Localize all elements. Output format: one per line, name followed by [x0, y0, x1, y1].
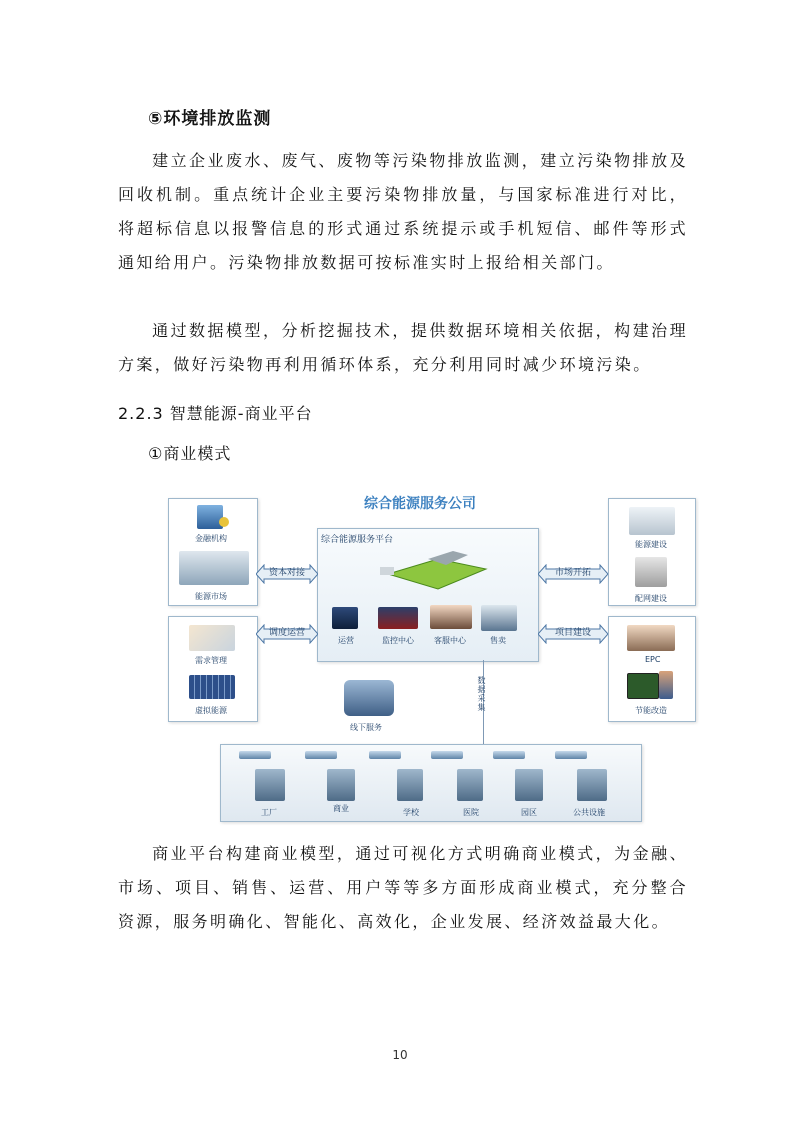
wind-turbine-icon [629, 507, 675, 535]
box-energy-grid-construction [608, 498, 696, 606]
customer-service-icon [430, 605, 472, 629]
label-data-collection: 数据采集 [477, 676, 486, 712]
factory-icon [255, 769, 285, 801]
solar-panel-icon [189, 675, 235, 699]
label-demand: 需求管理 [195, 656, 227, 665]
sales-icon [481, 605, 517, 631]
label-energy-saving: 节能改造 [635, 706, 667, 715]
label-virtual-energy: 虚拟能源 [195, 706, 227, 715]
arrow-label-dispatch: 调度运营 [268, 628, 305, 638]
subheading-environment-monitoring: ⑤环境排放监测 [148, 109, 272, 129]
bank-building-icon [197, 505, 223, 529]
school-icon [397, 769, 423, 801]
label-commercial: 商业 [333, 804, 349, 813]
label-grid-construction: 配网建设 [635, 594, 667, 603]
label-epc: EPC [645, 655, 661, 664]
box-finance-market [168, 498, 258, 606]
label-customer-service: 客服中心 [434, 636, 466, 645]
label-school: 学校 [403, 808, 419, 817]
commercial-building-icon [327, 769, 355, 801]
operation-gauge-icon [332, 607, 358, 629]
switch-icon [239, 751, 271, 759]
label-offline-service: 线下服务 [350, 723, 382, 732]
label-hospital: 医院 [463, 808, 479, 817]
switch-icon [369, 751, 401, 759]
energy-market-icon [179, 551, 249, 585]
business-model-diagram [168, 490, 696, 822]
park-icon [515, 769, 543, 801]
demand-chart-icon [189, 625, 235, 651]
chalkboard-icon [627, 673, 659, 699]
paragraph-data-model: 通过数据模型，分析挖掘技术，提供数据环境相关依据，构建治理方案，做好污染物再利用循环体系，充分利用同时减少环境污染。 [118, 321, 688, 374]
box-platform [317, 528, 539, 662]
box-buildings [220, 744, 642, 822]
monitor-center-icon [378, 607, 418, 629]
gold-coin-icon [219, 517, 229, 527]
paragraph-emission-monitoring: 建立企业废水、废气、废物等污染物排放监测，建立污染物排放及回收机制。重点统计企业主要污染物排放量，与国家标准进行对比，将超标信息以报警信息的形式通过系统提示或手机短信、邮件等形式通知给用户。污染物排放数据可按标准实时上报给相关部门。 [118, 151, 688, 272]
switch-icon [431, 751, 463, 759]
label-monitor-center: 监控中心 [382, 636, 414, 645]
hospital-icon [457, 769, 483, 801]
arrow-label-project: 项目建设 [554, 628, 591, 638]
presenter-icon [659, 671, 673, 699]
arrow-label-capital: 资本对接 [268, 568, 305, 578]
label-finance: 金融机构 [195, 534, 227, 543]
page-number: 10 [392, 1048, 408, 1062]
label-factory: 工厂 [261, 808, 277, 817]
grid-tower-icon [635, 557, 667, 587]
switch-icon [493, 751, 525, 759]
switch-icon [305, 751, 337, 759]
public-facility-icon [577, 769, 607, 801]
label-sales: 售卖 [490, 636, 506, 645]
label-energy-construction: 能源建设 [635, 540, 667, 549]
label-public-facility: 公共设施 [573, 808, 605, 817]
label-energy-market: 能源市场 [195, 592, 227, 601]
service-workers-icon [344, 680, 394, 716]
paragraph-business-platform: 商业平台构建商业模型，通过可视化方式明确商业模式，为金融、市场、项目、销售、运营、用户等等多方面形成商业模式，充分整合资源，服务明确化、智能化、高效化，企业发展、经济效益最大化。 [118, 844, 688, 931]
arrow-label-market: 市场开拓 [554, 568, 591, 578]
box-demand-virtual [168, 616, 258, 722]
meeting-icon [627, 625, 675, 651]
switch-icon [555, 751, 587, 759]
platform-map-icon [368, 539, 498, 597]
section-heading: 2.2.3 智慧能源-商业平台 [118, 404, 313, 423]
box-epc-energy-saving [608, 616, 696, 722]
platform-title: 综合能源服务平台 [321, 535, 394, 545]
diagram-title: 综合能源服务公司 [364, 496, 476, 512]
label-operation: 运营 [338, 636, 354, 645]
subsection-heading: ①商业模式 [148, 444, 232, 463]
label-park: 园区 [521, 808, 537, 817]
